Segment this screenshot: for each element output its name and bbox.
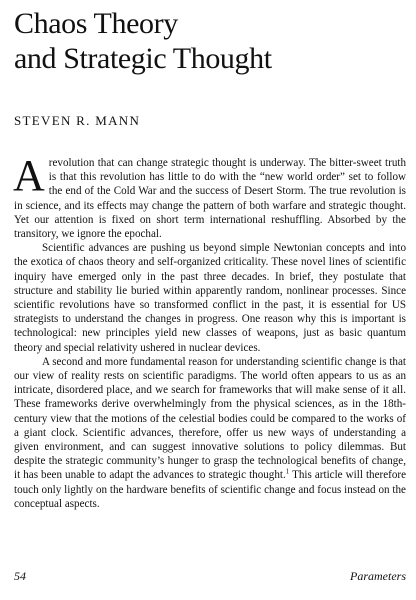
paragraph-1-text: revolution that can change strategic thought is underway. The bitter-sweet truth is that this revolution has little to do with the “new world order” set to follow the end of the Cold War and the success of Desert Storm. The true revolution is in science, and its effects may change the pattern of both warfare and strategic thought. Yet our attention is fixed on short term international reshuffling. Absorbed by the transitory, we ignore the epochal.: [14, 157, 406, 241]
paragraph-3-text-b: This article will therefore touch only lightly on the hardware benefits of scientific change and focus instead on the conceptual aspects.: [14, 469, 406, 510]
paragraph-3-text-a: A second and more fundamental reason for understanding scientific change is that our view of reality rests on scientific paradigms. The world often appears to us as an intricate, disordered place, and we search for frameworks that will make sense of it all. These frameworks derive overwhelmingly from the physical sciences, as in the 18th-century view that the motions of the celestial bodies could be compared to the works of a giant clock. Scientific advances, therefore, offer us new ways of understanding a given environment, and can suggest innovative solutions to policy dilemmas. But despite the strategic community’s hunger to grasp the technological benefits of change, it has been unable to adapt the advances to strategic thought.: [14, 355, 406, 482]
article-body: [13, 151, 406, 511]
article-title: [14, 6, 272, 76]
drop-cap: A: [13, 151, 45, 200]
journal-name: Parameters: [350, 569, 406, 583]
title-line-1: Chaos Theory: [14, 7, 178, 40]
paragraph-2: Scientific advances are pushing us beyond simple Newtonian concepts and into the exotica of chaos theory and self-organized criticality. These novel lines of scientific inquiry have emerged only in the past three decades. In brief, they postulate that structure and stability lie buried within apparently random, nonlinear processes. Since scientific revolutions have so transformed conflict in the past, it is essential for US strategists to understand the changes in progress. One reason why this is important is technological: new principles yield new classes of weapons, just as basic quantum theory and special relativity ushered in nuclear devices.: [14, 242, 406, 354]
title-line-2: and Strategic Thought: [14, 42, 272, 75]
paragraph-3: [14, 355, 406, 511]
paragraph-1: [13, 151, 406, 241]
footnote-marker[interactable]: 1: [285, 467, 290, 476]
page-number: 54: [14, 569, 26, 583]
author-byline: STEVEN R. MANN: [14, 113, 141, 128]
